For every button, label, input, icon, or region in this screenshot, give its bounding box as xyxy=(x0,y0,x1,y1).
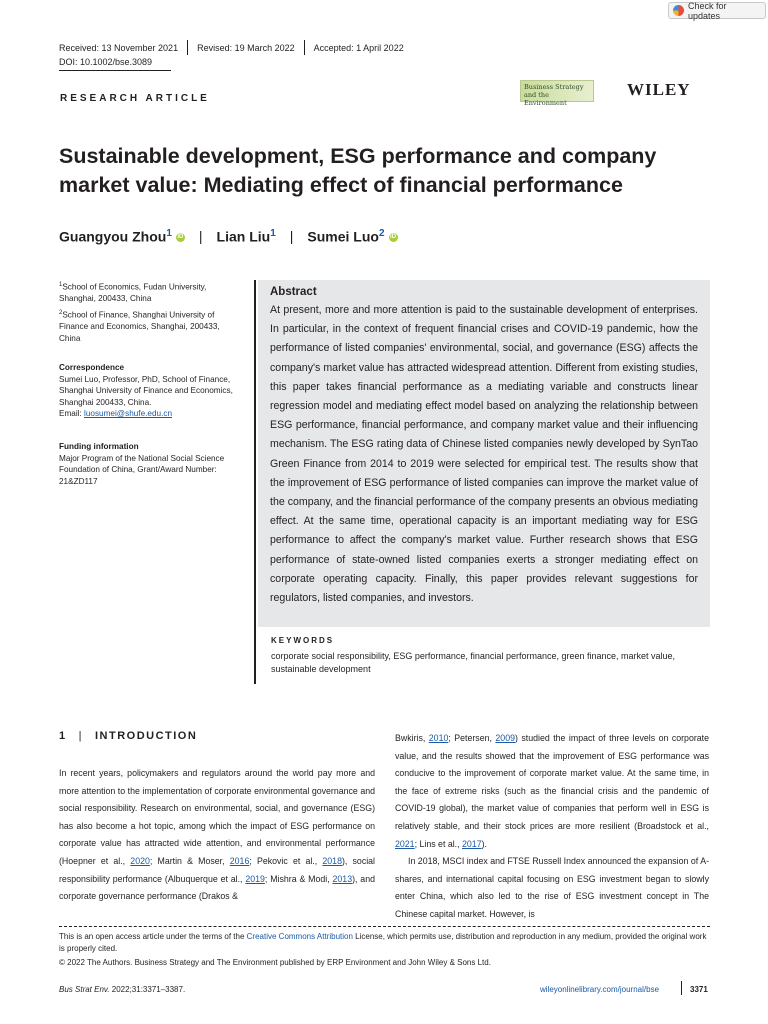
citation-volume: 2022;31:3371–3387. xyxy=(109,985,186,994)
affiliation-1 xyxy=(59,280,239,305)
author-name: Guangyou Zhou xyxy=(59,228,167,245)
affiliation-marker[interactable]: 1 xyxy=(270,228,276,239)
check-for-updates-button[interactable] xyxy=(668,2,766,19)
keywords-heading: KEYWORDS xyxy=(271,636,335,645)
journal-logo-line: Business Strategy xyxy=(524,83,584,91)
paragraph: In 2018, MSCI index and FTSE Russell Index announced the expansion of A-shares, and international capital focusing on ESG investment began to slowly enter China, which also led to the rise of ESG investment concept in The Chinese capital market. However, is xyxy=(395,856,709,919)
journal-logo xyxy=(520,80,594,107)
abstract-heading: Abstract xyxy=(270,286,317,298)
citation-link[interactable]: 2009 xyxy=(495,733,515,743)
author-separator: | xyxy=(289,228,294,245)
funding-text: Major Program of the National Social Science Foundation of China, Grant/Award Number: 21&ZD117 xyxy=(59,453,225,486)
revised-date: Revised: 19 March 2022 xyxy=(197,42,295,53)
email-label: Email: xyxy=(59,409,85,418)
affiliation-text: School of Economics, Fudan University, Shanghai, 200433, China xyxy=(59,282,207,304)
text-run: ). xyxy=(481,838,487,849)
correspondence-text: Sumei Luo, Professor, PhD, School of Finance, Shanghai University of Finance and Economics, Shanghai 200433, China. xyxy=(59,374,233,407)
article-title: Sustainable development, ESG performance and company market value: Mediating effect of financial performance xyxy=(59,144,657,197)
citation-link[interactable]: 2021 xyxy=(395,838,415,849)
accepted-date: Accepted: 1 April 2022 xyxy=(313,42,404,53)
paragraph xyxy=(59,765,375,906)
citation-link[interactable]: 2017 xyxy=(462,838,482,849)
divider xyxy=(187,40,188,55)
citation-line xyxy=(59,985,185,994)
text-run: License, which permits use, distribution and reproduction in any medium, provided the original work is properly cited. xyxy=(59,932,707,953)
section-heading xyxy=(59,730,197,742)
section-title: INTRODUCTION xyxy=(94,730,198,742)
footnote-divider xyxy=(59,926,710,927)
text-run: Bwkiris, xyxy=(395,733,429,743)
keywords-text: corporate social responsibility, ESG performance, financial performance, green finance, market value, sustainable development xyxy=(271,651,676,674)
citation-journal: Bus Strat Env. xyxy=(59,985,110,994)
funding-information xyxy=(59,441,239,487)
page-number: 3371 xyxy=(690,985,708,994)
orcid-icon[interactable]: iD xyxy=(177,234,184,241)
copyright-note: © 2022 The Authors. Business Strategy and The Environment published by ERP Environment and John Wiley & Sons Ltd. xyxy=(59,958,491,967)
author-name: Sumei Luo xyxy=(307,228,379,245)
divider xyxy=(681,981,682,995)
affiliation-marker: 2 xyxy=(59,310,63,316)
affiliation-marker[interactable]: 2 xyxy=(378,228,385,239)
license-link[interactable]: Creative Commons Attribution xyxy=(246,932,353,941)
funding-heading: Funding information xyxy=(59,442,139,451)
check-for-updates-label: Check for updates xyxy=(688,0,727,21)
citation-link[interactable]: 2018 xyxy=(322,855,342,866)
correspondence xyxy=(59,362,239,420)
section-separator: | xyxy=(78,730,83,742)
text-run: ; Lins et al., xyxy=(414,838,463,849)
text-run: ), and corporate governance performance (Drakos & xyxy=(59,873,375,902)
paragraph xyxy=(395,730,709,853)
author[interactable] xyxy=(217,228,276,245)
publisher-logo: WILEY xyxy=(627,80,691,99)
author-separator: | xyxy=(198,228,203,245)
citation-link[interactable]: 2020 xyxy=(130,855,150,866)
text-run: ; Martin & Moser, xyxy=(149,855,230,866)
received-date: Received: 13 November 2021 xyxy=(59,42,179,53)
author[interactable] xyxy=(59,228,185,245)
author-name: Lian Liu xyxy=(216,228,271,245)
license-note xyxy=(59,931,710,955)
divider xyxy=(59,70,171,71)
affiliation-text: School of Finance, Shanghai University of Finance and Economics, Shanghai, 200433, China xyxy=(59,310,220,343)
article-dates xyxy=(59,40,404,55)
abstract-rule xyxy=(254,280,256,684)
text-run: In recent years, policymakers and regulators around the world pay more and more attention to the implementation of corporate environmental governance and social responsibility. Research on environmental, social, and governance (ESG) has also become a hot topic, among which the impact of ESG performance on corporate value has attracted wide attention, and environmental performance (Hoepner et al., xyxy=(59,768,375,866)
doi: DOI: 10.1002/bse.3089 xyxy=(59,57,153,67)
affiliation-marker[interactable]: 1 xyxy=(166,228,172,239)
text-run: ; Pekovic et al., xyxy=(249,855,323,866)
body-column-right xyxy=(395,730,709,924)
citation-link[interactable]: 2019 xyxy=(245,873,265,884)
text-run: ) studied the impact of three levels on corporate value, and the results showed that the improvement of ESG performance was conducive to the improvement of corporate market value. At the same time, in the face of extreme risks (such as the financial crisis and the pandemic of COVID-19 global), the market value of companies that perform well in ESG is relatively stable, and their stock prices are more resilient (Broadstock et al., xyxy=(395,733,709,831)
journal-logo-line: and the Environment xyxy=(524,91,567,107)
affiliation-marker: 1 xyxy=(59,282,63,288)
section-number: 1 xyxy=(59,730,67,742)
email-line xyxy=(59,408,239,420)
text-run: This is an open access article under the terms of the xyxy=(59,932,247,941)
journal-website-link[interactable]: wileyonlinelibrary.com/journal/bse xyxy=(540,985,660,994)
abstract-text: At present, more and more attention is paid to the sustainable development of enterprises. In particular, in the context of frequent financial crises and COVID-19 pandemic, how the performance of listed companies' environmental, social, and governance (ESG) affects the company's market value has attracted widespread attention. Different from existing studies, this paper takes financial performance as a mediating variable and constructs linear regression model and mediating effect model based on analyzing the relationship between ESG performance, financial performance, and company market value and their influencing mechanism. The ESG rating data of Chinese listed companies newly developed by SynTao Green Finance from 2014 to 2019 were selected for empirical test. The results show that the improvement of ESG performance of listed companies can improve the market value of the company, and the financial performance of the company presents an obvious mediating effect. At the same time, operational capacity is an important mediating way for ESG performance to affect the company's market value. Further research shows that ESG performance of state-owned listed companies exerts a stronger mediating effect on corporate operating capacity. Finally, this paper provides relevant suggestions for regulators, listed companies, and investors. xyxy=(270,304,698,605)
text-run: ; Petersen, xyxy=(448,733,496,743)
text-run: ; Mishra & Modi, xyxy=(264,873,333,884)
crossmark-icon xyxy=(673,5,684,16)
citation-link[interactable]: 2016 xyxy=(229,855,250,866)
citation-link[interactable]: 2010 xyxy=(428,733,449,743)
citation-link[interactable]: 2013 xyxy=(332,873,353,884)
article-type: RESEARCH ARTICLE xyxy=(60,93,210,104)
author-list xyxy=(59,228,398,245)
orcid-icon[interactable]: iD xyxy=(390,234,397,241)
text-run: ), social responsibility performance (Albuquerque et al., xyxy=(59,855,376,884)
body-column-left xyxy=(59,765,375,906)
correspondence-heading: Correspondence xyxy=(59,363,125,372)
abstract-box xyxy=(258,280,710,627)
affiliation-2 xyxy=(59,308,239,344)
author[interactable] xyxy=(307,228,397,245)
divider xyxy=(304,40,305,55)
email-link[interactable]: luosumei@shufe.edu.cn xyxy=(84,409,172,418)
